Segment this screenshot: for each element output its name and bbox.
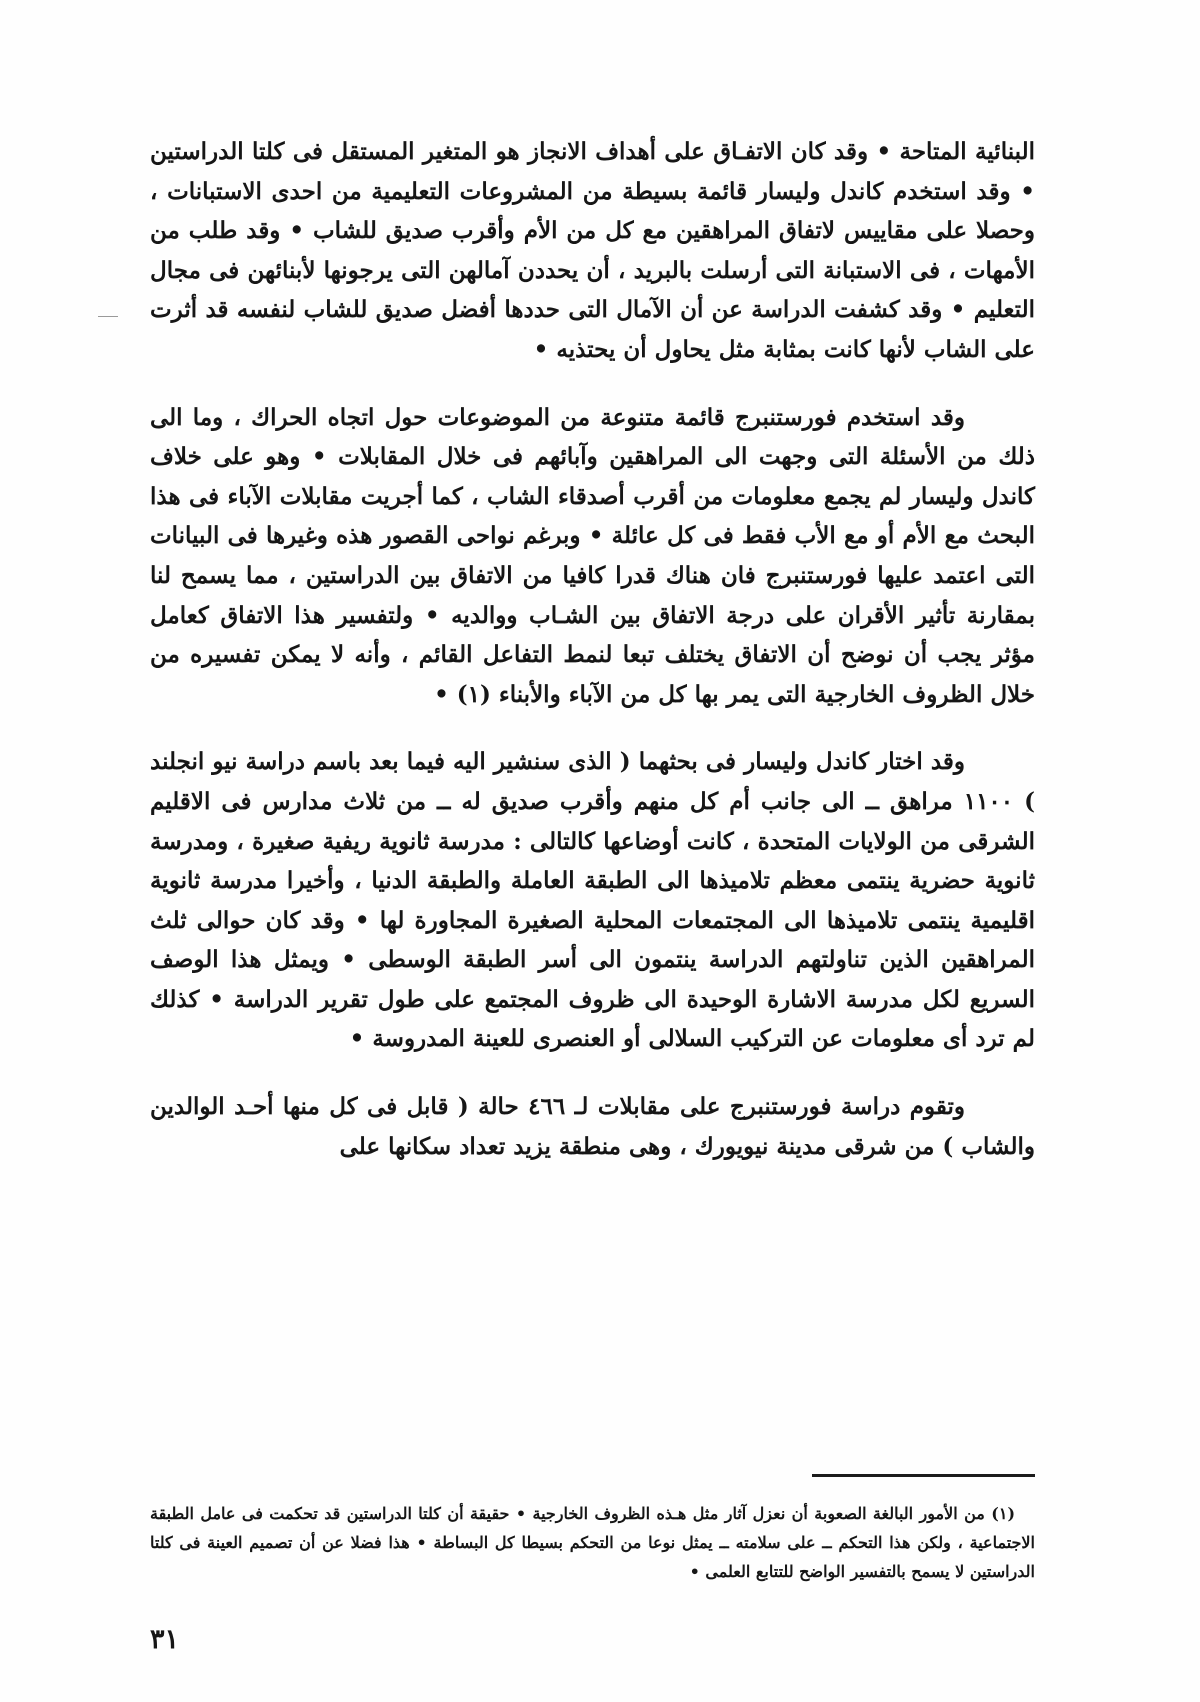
page-number: ٣١	[150, 1624, 180, 1655]
paragraph-gap	[150, 1059, 1035, 1087]
body-text	[150, 132, 1035, 1166]
footnote-separator	[812, 1474, 1035, 1477]
paragraph-gap	[150, 370, 1035, 398]
paragraph-3: وقد اختار كاندل وليسار فى بحثهما ( الذى سنشير اليه فيما بعد باسم دراسة نيو انجلند ) ١١٠٠ مراهق ــ الى جانب أم كل منهم وأقرب صديق له ــ من ثلاث مدارس فى الاقليم الشرقى من الولايات المتحدة ، كانت أوضاعها كالتالى : مدرسة ثانوية ريفية صغيرة ، ومدرسة ثانوية حضرية ينتمى معظم تلاميذها الى الطبقة العاملة والطبقة الدنيا ، وأخيرا مدرسة ثانوية اقليمية ينتمى تلاميذها الى المجتمعات المحلية الصغيرة المجاورة لها • وقد كان حوالى ثلث المراهقين الذين تناولتهم الدراسة ينتمون الى أسر الطبقة الوسطى • ويمثل هذا الوصف السريع لكل مدرسة الاشارة الوحيدة الى ظروف المجتمع على طول تقرير الدراسة • كذلك لم ترد أى معلومات عن التركيب السلالى أو العنصرى للعينة المدروسة •	[150, 748, 1036, 1053]
margin-mark	[98, 316, 118, 317]
paragraph-1: البنائية المتاحة • وقد كان الاتفـاق على أهداف الانجاز هو المتغير المستقل فى كلتا الدراستين • وقد استخدم كاندل وليسار قائمة بسيطة من المشروعات التعليمية من احدى الاستبانات ، وحصلا على مقاييس لاتفاق المراهقين مع كل من الأم وأقرب صديق للشاب • وقد طلب من الأمهات ، فى الاستبانة التى أرسلت بالبريد ، أن يحددن آمالهن التى يرجونها لأبنائهن فى مجال التعليم • وقد كشفت الدراسة عن أن الآمال التى حددها أفضل صديق للشاب لنفسه قد أثرت على الشاب لأنها كانت بمثابة مثل يحاول أن يحتذيه •	[150, 138, 1036, 363]
paragraph-2: وقد استخدم فورستنبرج قائمة متنوعة من الموضوعات حول اتجاه الحراك ، وما الى ذلك من الأسئلة التى وجهت الى المراهقين وآبائهم فى خلال المقابلات • وهو على خلاف كاندل وليسار لم يجمع معلومات من أقرب أصدقاء الشاب ، كما أجريت مقابلات الآباء فى هذا البحث مع الأم أو مع الأب فقط فى كل عائلة • وبرغم نواحى القصور هذه وغيرها فى البيانات التى اعتمد عليها فورستنبرج فان هناك قدرا كافيا من الاتفاق بين الدراستين ، مما يسمح لنا بمقارنة تأثير الأقران على درجة الاتفاق بين الشـاب ووالديه • ولتفسير هذا الاتفاق كعامل مؤثر يجب أن نوضح أن الاتفاق يختلف تبعا لنمط التفاعل القائم ، وأنه لا يمكن تفسيره من خلال الظروف الخارجية التى يمر بها كل من الآباء والأبناء (١) •	[150, 403, 1035, 708]
paragraph-gap	[150, 714, 1035, 742]
paragraph-4: وتقوم دراسة فورستنبرج على مقابلات لـ ٤٦٦ حالة ( قابل فى كل منها أحـد الوالدين والشاب ) من شرقى مدينة نيويورك ، وهى منطقة يزيد تعداد سكانها على	[150, 1093, 1035, 1160]
footnote: (١) من الأمور البالغة الصعوبة أن نعزل آثار مثل هـذه الظروف الخارجية • حقيقة أن كلتا الدراستين قد تحكمت فى عامل الطبقة الاجتماعية ، ولكن هذا التحكم ــ على سلامته ــ يمثل نوعا من التحكم بسيطا كل البساطة • هذا فضلا عن أن تصميم العينة فى كلتا الدراستين لا يسمح بالتفسير الواضح للتتابع العلمى •	[150, 1504, 1035, 1581]
